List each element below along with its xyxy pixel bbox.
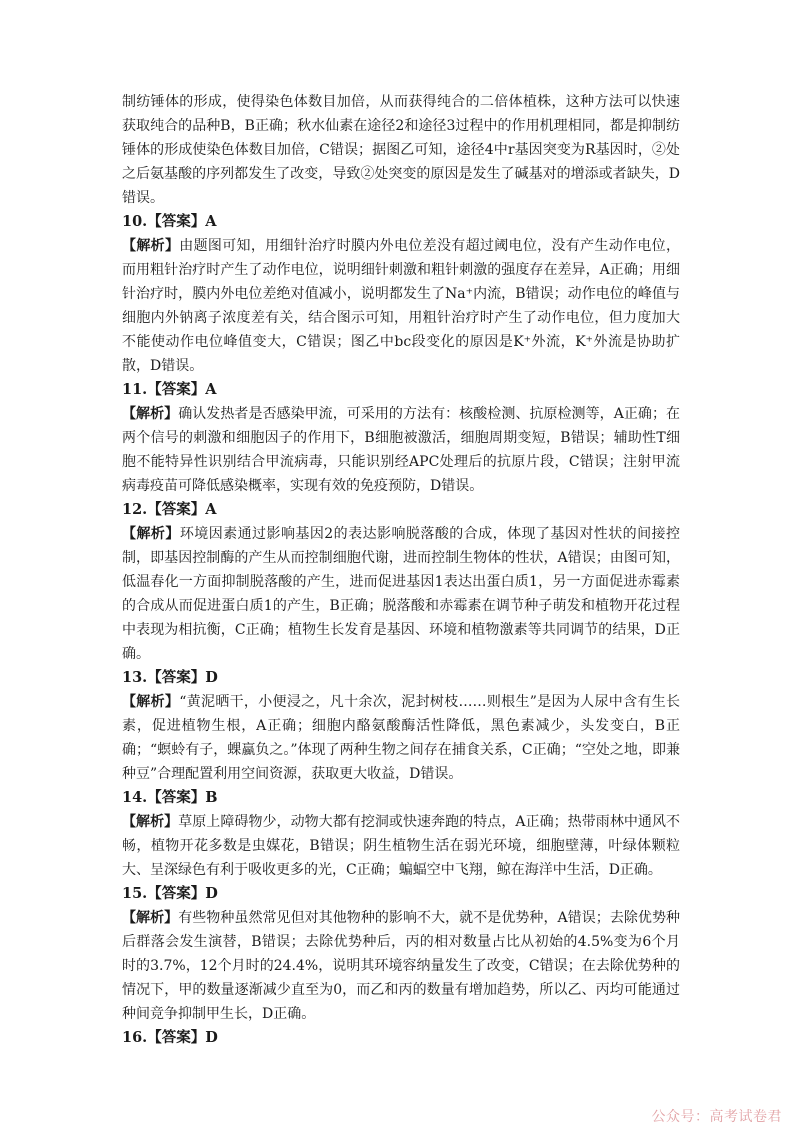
analysis-paragraph-11 [122, 402, 680, 498]
analysis-text: 草原上障碍物少，动物大都有挖洞或快速奔跑的特点，A正确；热带雨林中通风不畅，植物开花多数是虫媒花，B错误；阴生植物生活在弱光环境，细胞壁薄，叶绿体颗粒大、呈深绿色有利于吸收更多的光，C正确；蝙蝠空中飞翔，鲸在海洋中生活，D正确。 [122, 814, 681, 878]
analysis-text: 环境因素通过影响基因2的表达影响脱落酸的合成，体现了基因对性状的间接控制，即基因控制酶的产生从而控制细胞代谢，进而控制生物体的性状，A错误；由图可知，低温春化一方面抑制脱落酸的产生，进而促进基因1表达出蛋白质1，另一方面促进赤霉素的合成从而促进蛋白质1的产生，B正确；脱落酸和赤霉素在调节种子萌发和植物开花过程中表现为相抗衡，C正确；植物生长发育是基因、环境和植物激素等共同调节的结果，D正确。 [122, 526, 681, 662]
answer-label: 【答案】 [147, 381, 206, 398]
analysis-text: 确认发热者是否感染甲流，可采用的方法有：核酸检测、抗原检测等，A正确；在两个信号的刺激和细胞因子的作用下，B细胞被激活，细胞周期变短，B错误；辅助性T细胞不能特异性识别结合甲流病毒，只能识别经APC处理后的抗原片段，C错误；注射甲流病毒疫苗可降低感染概率，实现有效的免疫预防，D错误。 [122, 406, 681, 494]
analysis-paragraph-13 [122, 690, 680, 786]
answer-value: A [205, 381, 217, 398]
analysis-paragraph-10 [122, 234, 680, 378]
analysis-text: 由题图可知，用细针治疗时膜内外电位差没有超过阈电位，没有产生动作电位，而用粗针治疗时产生了动作电位，说明细针刺激和粗针刺激的强度存在差异，A正确；用细针治疗时，膜内外电位差绝对值减小，说明都发生了Na⁺内流，B错误；动作电位的峰值与细胞内外钠离子浓度差有关，结合图示可知，用粗针治疗时产生了动作电位，但力度加大不能使动作电位峰值变大，C错误；图乙中bc段变化的原因是K⁺外流，K⁺外流是协助扩散，D错误。 [122, 238, 681, 374]
answer-line-14 [122, 786, 680, 810]
answer-value: D [205, 669, 218, 686]
analysis-label: 【解析】 [122, 238, 180, 254]
answer-value: D [205, 885, 218, 902]
question-number: 11. [122, 381, 148, 398]
answer-line-16 [122, 1026, 680, 1050]
analysis-paragraph-12 [122, 522, 680, 666]
analysis-label: 【解析】 [122, 814, 179, 830]
analysis-text: 有些物种虽然常见但对其他物种的影响不大，就不是优势种，A错误；去除优势种后群落会发生演替，B错误；去除优势种后，丙的相对数量占比从初始的4.5%变为6个月时的3.7%，12个月时的24.4%，说明其环境容纳量发生了改变，C错误；在去除优势种的情况下，甲的数量逐渐减少直至为0，而乙和丙的数量有增加趋势，所以乙、丙均可能通过种间竞争抑制甲生长，D正确。 [122, 910, 681, 1022]
analysis-label: 【解析】 [122, 910, 179, 926]
answer-value: B [205, 789, 218, 806]
answer-value: A [205, 501, 217, 518]
answer-label: 【答案】 [147, 501, 206, 518]
question-number: 16. [122, 1029, 148, 1046]
answer-label: 【答案】 [147, 213, 206, 230]
question-number: 13. [122, 669, 148, 686]
question-number: 15. [122, 885, 148, 902]
answer-label: 【答案】 [147, 885, 206, 902]
analysis-paragraph-15 [122, 906, 680, 1026]
intro-paragraph: 制纺锤体的形成，使得染色体数目加倍，从而获得纯合的二倍体植株，这种方法可以快速获取纯合的品种B，B正确；秋水仙素在途径2和途径3过程中的作用机理相同，都是抑制纺锤体的形成使染色体数目加倍，C错误；据图乙可知，途径4中r基因突变为R基因时，②处之后氨基酸的序列都发生了改变，导致②处突变的原因是发生了碱基对的增添或者缺失，D错误。 [122, 94, 680, 206]
answer-line-13 [122, 666, 680, 690]
analysis-paragraph-14 [122, 810, 680, 882]
analysis-text: “黄泥晒干，小便浸之，凡十余次，泥封树枝……则根生”是因为人尿中含有生长素，促进植物生根，A正确；细胞内酪氨酸酶活性降低，黑色素减少，头发变白，B正确；“螟蛉有子，蜾蠃负之。”体现了两种生物之间存在捕食关系，C正确；“空处之地，即兼种豆”合理配置利用空间资源，获取更大收益，D错误。 [122, 694, 681, 782]
answer-line-11 [122, 378, 680, 402]
answer-label: 【答案】 [147, 789, 206, 806]
analysis-label: 【解析】 [122, 694, 180, 710]
answer-line-12 [122, 498, 680, 522]
answer-label: 【答案】 [147, 669, 206, 686]
answer-value: A [205, 213, 217, 230]
answer-line-15 [122, 882, 680, 906]
question-number: 14. [122, 789, 148, 806]
answer-label: 【答案】 [147, 1029, 206, 1046]
question-number: 12. [122, 501, 148, 518]
answer-line-10 [122, 210, 680, 234]
answer-document [122, 90, 680, 1050]
watermark-footer: 公众号：高考试卷君 [651, 1109, 782, 1125]
analysis-label: 【解析】 [122, 526, 180, 542]
analysis-label: 【解析】 [122, 406, 179, 422]
answer-value: D [205, 1029, 218, 1046]
question-number: 10. [122, 213, 148, 230]
